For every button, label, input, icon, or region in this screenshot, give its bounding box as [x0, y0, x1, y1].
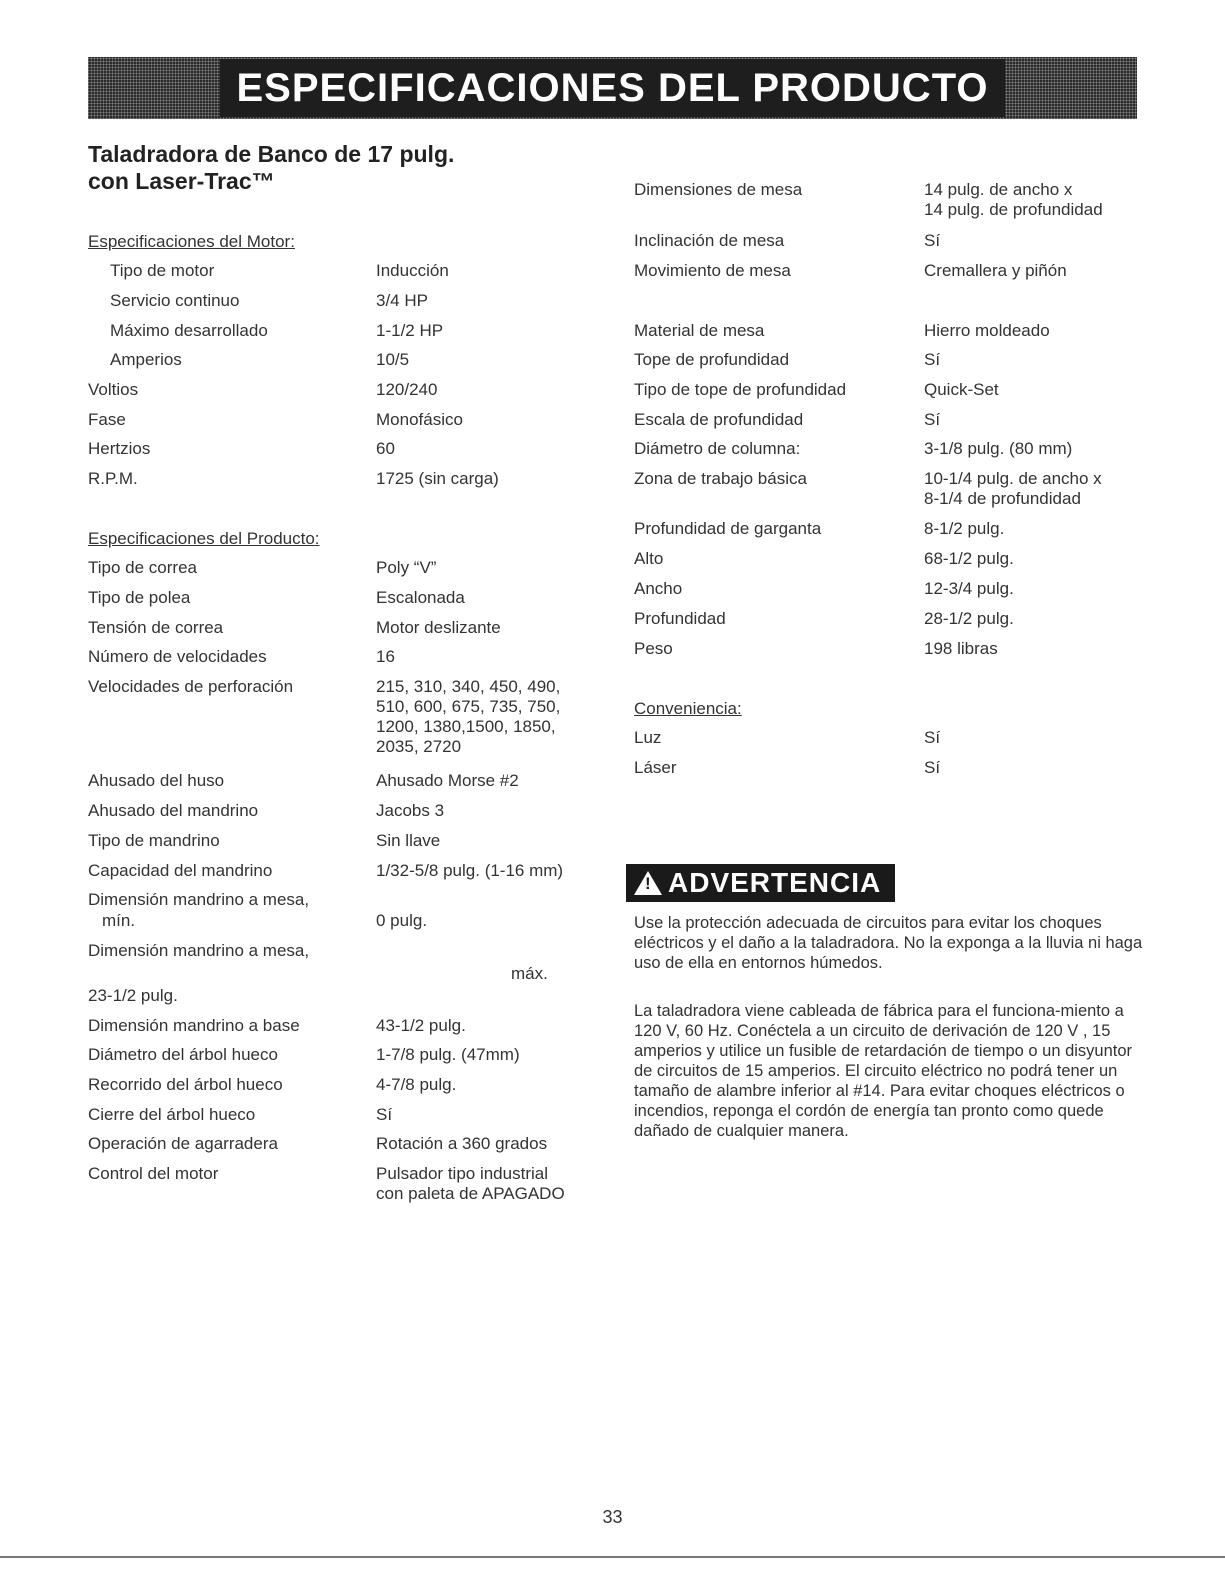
table-value: 68-1/2 pulg.: [924, 549, 1014, 568]
product-title-line2: con Laser-Trac™: [88, 168, 275, 194]
motor-label: Fase: [88, 410, 126, 429]
product-label: 23-1/2 pulg.: [88, 986, 178, 1005]
product-value: 4-7/8 pulg.: [376, 1075, 457, 1094]
table-label: Tipo de tope de profundidad: [634, 380, 847, 399]
table-value: 198 libras: [924, 639, 998, 658]
motor-control-value: [376, 1164, 565, 1204]
product-value: máx.: [511, 964, 548, 983]
table-dim-line: 14 pulg. de ancho x: [924, 180, 1073, 199]
product-label: Tensión de correa: [88, 618, 224, 637]
product-label: Ahusado del mandrino: [88, 801, 259, 820]
table-label: Movimiento de mesa: [634, 261, 791, 280]
speeds-line: 215, 310, 340, 450, 490,: [376, 677, 561, 696]
table-value: Hierro moldeado: [924, 321, 1050, 340]
page-bottom-rule: [0, 1556, 1225, 1558]
table-label: Tope de profundidad: [634, 350, 790, 369]
table-value: 28-1/2 pulg.: [924, 609, 1014, 628]
product-label: Dimensión mandrino a mesa,: [88, 941, 310, 960]
product-value: Jacobs 3: [376, 801, 445, 820]
product-title-line1: Taladradora de Banco de 17 pulg.: [88, 141, 455, 167]
product-value: Motor deslizante: [376, 618, 501, 637]
product-label: Tipo de polea: [88, 588, 191, 607]
table-value: Sí: [924, 410, 941, 429]
table-label: Dimensiones de mesa: [634, 180, 803, 199]
motor-label: Servicio continuo: [110, 291, 240, 310]
convenience-value: Sí: [924, 728, 941, 747]
page-number: 33: [602, 1507, 623, 1527]
table-label: Ancho: [634, 579, 683, 598]
convenience-section-label: Conveniencia:: [634, 699, 742, 718]
motor-control-line: Pulsador tipo industrial: [376, 1164, 548, 1183]
motor-value: 10/5: [376, 350, 410, 369]
warning-triangle-icon: [634, 871, 662, 895]
table-value: 12-3/4 pulg.: [924, 579, 1014, 598]
table-label: Profundidad: [634, 609, 726, 628]
table-label: Alto: [634, 549, 664, 568]
drilling-speeds-value: [376, 677, 560, 757]
product-label: Dimensión mandrino a mesa,: [88, 890, 310, 909]
table-value: Sí: [924, 231, 941, 250]
convenience-label: Luz: [634, 728, 662, 747]
product-label-cont: mín.: [102, 911, 136, 930]
product-section-label: Especificaciones del Producto:: [88, 529, 320, 548]
motor-label: Amperios: [110, 350, 182, 369]
work-zone-line: 10-1/4 pulg. de ancho x: [924, 469, 1102, 488]
motor-value: Inducción: [376, 261, 449, 280]
product-label: Capacidad del mandrino: [88, 861, 273, 880]
banner-title: ESPECIFICACIONES DEL PRODUCTO: [222, 61, 1002, 115]
motor-label: Tipo de motor: [110, 261, 215, 280]
table-label: Escala de profundidad: [634, 410, 804, 429]
product-label: Recorrido del árbol hueco: [88, 1075, 283, 1094]
product-value: Rotación a 360 grados: [376, 1134, 548, 1153]
product-value: 0 pulg.: [376, 911, 428, 930]
table-dimensions-value: [924, 180, 1103, 220]
convenience-label: Láser: [634, 758, 677, 777]
motor-value: 3/4 HP: [376, 291, 428, 310]
motor-value: 1-1/2 HP: [376, 321, 444, 340]
motor-section-label: Especificaciones del Motor:: [88, 232, 295, 251]
table-dim-line: 14 pulg. de profundidad: [924, 200, 1103, 219]
speeds-line: 2035, 2720: [376, 737, 462, 756]
motor-label: Hertzios: [88, 439, 151, 458]
motor-value: 60: [376, 439, 395, 458]
product-title: [88, 141, 568, 195]
product-value: 16: [376, 647, 395, 666]
motor-label: R.P.M.: [88, 469, 138, 488]
motor-value: 120/240: [376, 380, 438, 399]
table-value: Quick-Set: [924, 380, 999, 399]
table-label: Zona de trabajo básica: [634, 469, 807, 488]
warning-glyph: !: [645, 874, 652, 893]
warning-label: [626, 864, 895, 902]
motor-control-line: con paleta de APAGADO: [376, 1184, 565, 1203]
motor-value: 1725 (sin carga): [376, 469, 499, 488]
product-label: Control del motor: [88, 1164, 219, 1183]
table-label: Diámetro de columna:: [634, 439, 801, 458]
table-label: Inclinación de mesa: [634, 231, 785, 250]
product-label: Cierre del árbol hueco: [88, 1105, 256, 1124]
table-value: 3-1/8 pulg. (80 mm): [924, 439, 1073, 458]
speeds-line: 510, 600, 675, 735, 750,: [376, 697, 561, 716]
table-label: Peso: [634, 639, 673, 658]
product-value: 1-7/8 pulg. (47mm): [376, 1045, 520, 1064]
product-value: 43-1/2 pulg.: [376, 1016, 466, 1035]
motor-label: Voltios: [88, 380, 139, 399]
product-label: Diámetro del árbol hueco: [88, 1045, 278, 1064]
product-label: Tipo de correa: [88, 558, 197, 577]
product-label: Número de velocidades: [88, 647, 267, 666]
product-value: Sí: [376, 1105, 393, 1124]
table-label: Material de mesa: [634, 321, 765, 340]
header-banner: [88, 57, 1137, 119]
motor-label: Máximo desarrollado: [110, 321, 268, 340]
product-label: Dimensión mandrino a base: [88, 1016, 300, 1035]
product-label: Velocidades de perforación: [88, 677, 294, 696]
product-label: Operación de agarradera: [88, 1134, 278, 1153]
motor-value: Monofásico: [376, 410, 463, 429]
product-value: Poly “V”: [376, 558, 437, 577]
product-value: Escalonada: [376, 588, 465, 607]
warning-paragraph-2: La taladradora viene cableada de fábrica para el funciona-miento a 120 V, 60 Hz. Conéctela a un circuito de derivación de 120 V , 15 amperios y utilice un fusible de retardación de tiempo o un disyuntor de circuitos de 15 amperios. El circuito eléctrico no podrá tener un tamaño de alambre inferior al #14. Para evitar choques eléctricos o incendios, reponga el cordón de energía tan pronto como quede dañado de cualquier manera.: [634, 1002, 1133, 1140]
warning-label-text: ADVERTENCIA: [668, 867, 882, 898]
product-value: Sin llave: [376, 831, 441, 850]
product-value: Ahusado Morse #2: [376, 771, 519, 790]
speeds-line: 1200, 1380,1500, 1850,: [376, 717, 556, 736]
convenience-value: Sí: [924, 758, 941, 777]
work-zone-value: [924, 469, 1102, 509]
table-value: Sí: [924, 350, 941, 369]
product-value: 1/32-5/8 pulg. (1-16 mm): [376, 861, 564, 880]
table-value: Cremallera y piñón: [924, 261, 1067, 280]
warning-paragraph-1: Use la protección adecuada de circuitos para evitar los choques eléctricos y el daño a la taladradora. No la exponga a la lluvia ni haga uso de ella en entornos húmedos.: [634, 914, 1143, 972]
product-label: Tipo de mandrino: [88, 831, 220, 850]
table-value: 8-1/2 pulg.: [924, 519, 1005, 538]
work-zone-line: 8-1/4 de profundidad: [924, 489, 1081, 508]
product-label: Ahusado del huso: [88, 771, 225, 790]
table-label: Profundidad de garganta: [634, 519, 822, 538]
